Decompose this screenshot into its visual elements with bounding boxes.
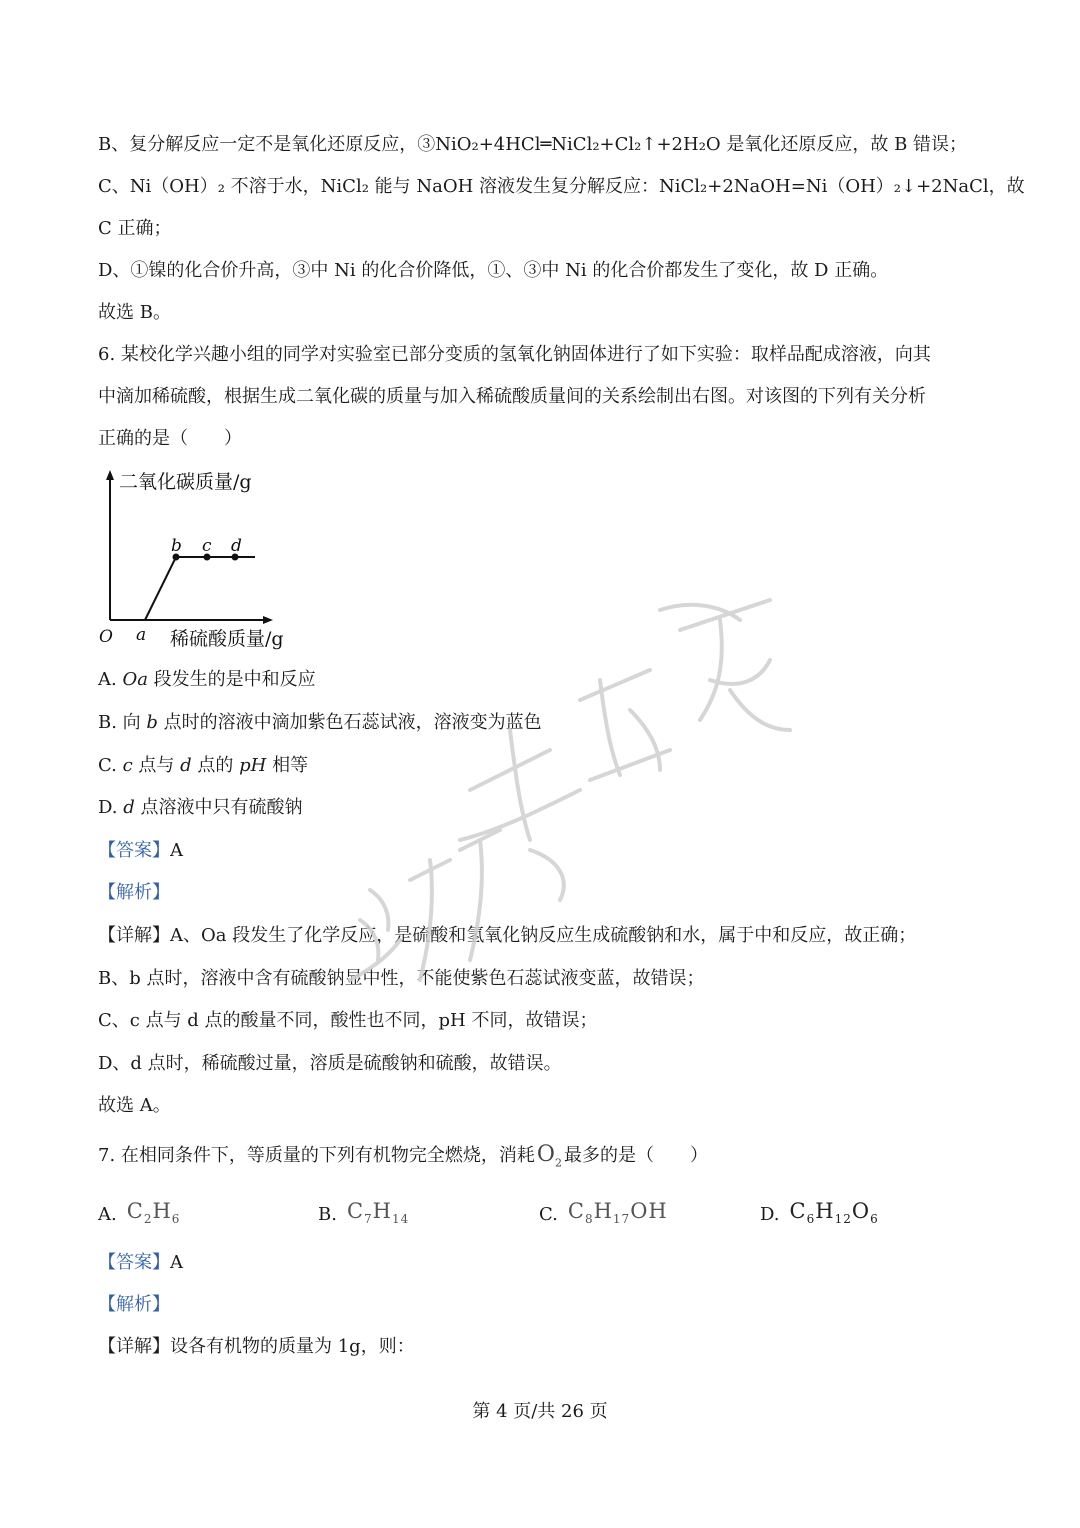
q5-explanation-c-line2: C 正确； — [98, 218, 172, 239]
q7-detail: 【详解】设各有机物的质量为 1g，则： — [98, 1336, 415, 1357]
q7-answer: 【答案】A — [98, 1252, 183, 1273]
formula-c2h6: $C_2H_6$ — [126, 1199, 181, 1227]
co2-curve — [145, 557, 255, 620]
q6-option-d: D. d 点溶液中只有硫酸钠 — [98, 797, 303, 818]
watermark-strokes — [330, 560, 810, 1020]
q6-detail-c: C、c 点与 d 点的酸量不同，酸性也不同，pH 不同，故错误； — [98, 1010, 598, 1031]
q6-final-choice: 故选 A。 — [98, 1095, 171, 1116]
point-d-label: d — [231, 536, 242, 556]
x-axis-label: 稀硫酸质量/g — [170, 628, 284, 650]
x-axis-arrow-icon — [263, 616, 273, 624]
q6-answer: 【答案】A — [98, 840, 183, 861]
answer-tag: 【答案】 — [98, 840, 170, 861]
y-axis-label: 二氧化碳质量/g — [119, 471, 252, 493]
graph-svg — [95, 462, 295, 657]
q7-option-b: B. $C_7H_{14}$ — [318, 1196, 409, 1234]
q6-stem-line2: 中滴加稀硫酸，根据生成二氧化碳的质量与加入稀硫酸质量间的关系绘制出右图。对该图的下列有关分析 — [98, 386, 926, 407]
q6-stem-line1: 6. 某校化学兴趣小组的同学对实验室已部分变质的氢氧化钠固体进行了如下实验：取样品配成溶液，向其 — [98, 344, 931, 365]
q5-explanation-d: D、①镍的化合价升高，③中 Ni 的化合价降低，①、③中 Ni 的化合价都发生了变化，故 D 正确。 — [98, 260, 889, 281]
answer-tag: 【答案】 — [98, 1252, 170, 1273]
q7-option-a: A. $C_2H_6$ — [98, 1196, 180, 1234]
detail-tag: 【详解】 — [98, 1336, 170, 1357]
point-c-label: c — [202, 536, 212, 556]
formula-c7h14: $C_7H_{14}$ — [346, 1199, 410, 1227]
q6-stem-line3: 正确的是（ ） — [98, 428, 242, 449]
watermark — [330, 560, 810, 1020]
point-a-label: a — [136, 625, 147, 645]
co2-mass-graph — [95, 462, 295, 657]
q7-stem: 7. 在相同条件下，等质量的下列有机物完全燃烧，消耗$O_2$ 最多的是（ ） — [98, 1142, 708, 1170]
q6-option-b: B. 向 b 点时的溶液中滴加紫色石蕊试液，溶液变为蓝色 — [98, 712, 542, 733]
formula-c6h12o6: $C_6H_{12}O_6$ — [789, 1199, 879, 1227]
q5-explanation-c-line1: C、Ni（OH）₂ 不溶于水，NiCl₂ 能与 NaOH 溶液发生复分解反应：NiCl₂+2NaOH=Ni（OH）₂↓+2NaCl，故 — [98, 176, 1025, 197]
q7-option-c: C. $C_8H_{17}OH$ — [539, 1196, 668, 1234]
origin-label: O — [99, 627, 113, 647]
q5-final-choice: 故选 B。 — [98, 302, 171, 323]
q6-detail-a: 【详解】A、Oa 段发生了化学反应，是硫酸和氢氧化钠反应生成硫酸钠和水，属于中和反应，故正确； — [98, 925, 917, 946]
q7-analysis-heading — [98, 1293, 988, 1317]
q6-detail-d: D、d 点时，稀硫酸过量，溶质是硫酸钠和硫酸，故错误。 — [98, 1053, 562, 1074]
q6-detail-b: B、b 点时，溶液中含有硫酸钠显中性，不能使紫色石蕊试液变蓝，故错误； — [98, 968, 705, 989]
analysis-tag: 【解析】 — [98, 882, 170, 903]
analysis-tag: 【解析】 — [98, 1294, 170, 1315]
q6-option-c: C. c 点与 d 点的 pH 相等 — [98, 755, 309, 776]
formula-c8h17oh: $C_8H_{17}OH$ — [567, 1199, 668, 1227]
y-axis-arrow-icon — [106, 470, 114, 480]
q6-analysis-heading — [98, 881, 988, 905]
q6-option-a: A. Oa 段发生的是中和反应 — [98, 669, 316, 690]
page-footer: 第 4 页/共 26 页 — [472, 1401, 608, 1422]
q7-option-d: D. $C_6H_{12}O_6$ — [760, 1196, 879, 1234]
point-b-label: b — [171, 536, 182, 556]
detail-tag: 【详解】 — [98, 925, 170, 946]
oxygen-formula: $O_2$ — [536, 1142, 562, 1170]
q5-explanation-b: B、复分解反应一定不是氧化还原反应，③NiO₂+4HCl═NiCl₂+Cl₂↑+2H₂O 是氧化还原反应，故 B 错误； — [98, 134, 968, 155]
